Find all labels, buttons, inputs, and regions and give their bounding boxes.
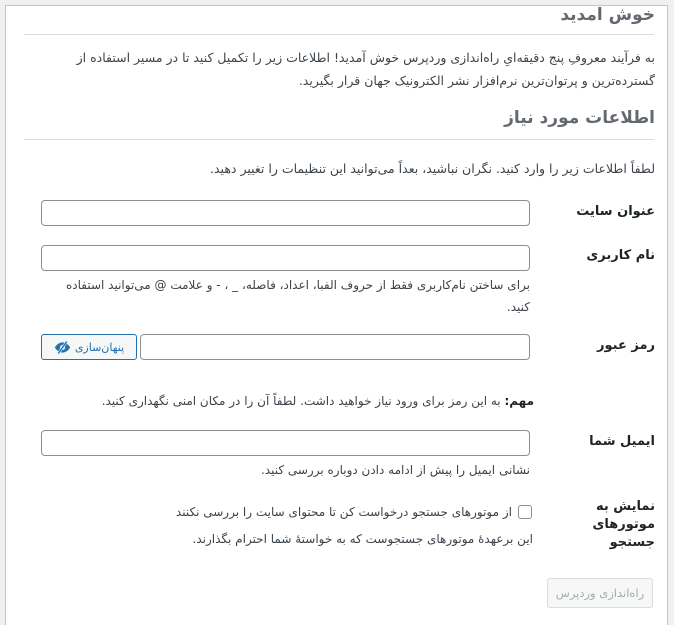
search-visibility-label: نمایش به موتورهای جستجو [592,499,655,550]
hide-password-button[interactable] [41,334,137,360]
required-info-intro: لطفاً اطلاعات زیر را وارد کنید. نگران نباشید، بعداً می‌توانید این تنظیمات را تغییر دهید. [210,161,655,176]
username-input[interactable] [41,245,530,271]
username-label: نام کاربری [586,248,655,263]
install-wordpress-button[interactable] [547,578,653,608]
password-label: رمز عبور [597,338,655,353]
welcome-divider [24,34,654,35]
email-description: نشانی ایمیل را پیش از ادامه دادن دوباره بررسی کنید. [260,463,530,477]
required-info-heading: اطلاعات مورد نیاز [504,108,655,128]
welcome-intro: به فرآیند معروفِ پنج دقیقه‌ایِ راه‌اندازی وردپرس خوش آمدید! اطلاعات زیر را تکمیل کنید تا در مسیر استفاده از گسترده‌ترین و پرتوان‌ترین نرم‌افزار نشر الکترونیک جهان قرار بگیرید. [76,50,655,88]
password-important-note [41,390,534,412]
eye-slash-icon [54,341,71,354]
password-input[interactable] [140,334,530,360]
required-info-divider [24,139,654,140]
email-label: ایمیل شما [589,434,655,449]
site-title-label: عنوان سایت [576,204,655,219]
search-visibility-checkbox-label[interactable]: از موتورهای جستجو درخواست کن تا محتوای سایت را بررسی نکنند [175,505,512,519]
welcome-heading: خوش امدید [560,5,655,25]
site-title-input[interactable] [41,200,530,226]
important-text: به این رمز برای ورود نیاز خواهید داشت. لطفاً آن را در مکان امنی نگهداری کنید. [101,394,505,408]
search-visibility-description: این برعهدهٔ موتورهای جستجوست که به خواستهٔ شما احترام بگذارند. [192,532,533,546]
hide-password-label: پنهان‌سازی [74,340,125,354]
username-description: برای ساختن نام‌کاربری فقط از حروف الفبا، اعداد، فاصله، _ ، - و علامت @ می‌توانید استفاده کنید. [65,278,530,314]
install-wordpress-label: راه‌اندازی وردپرس [555,586,645,600]
search-visibility-checkbox[interactable] [518,505,532,519]
important-label: مهم: [504,394,534,408]
email-input[interactable] [41,430,530,456]
